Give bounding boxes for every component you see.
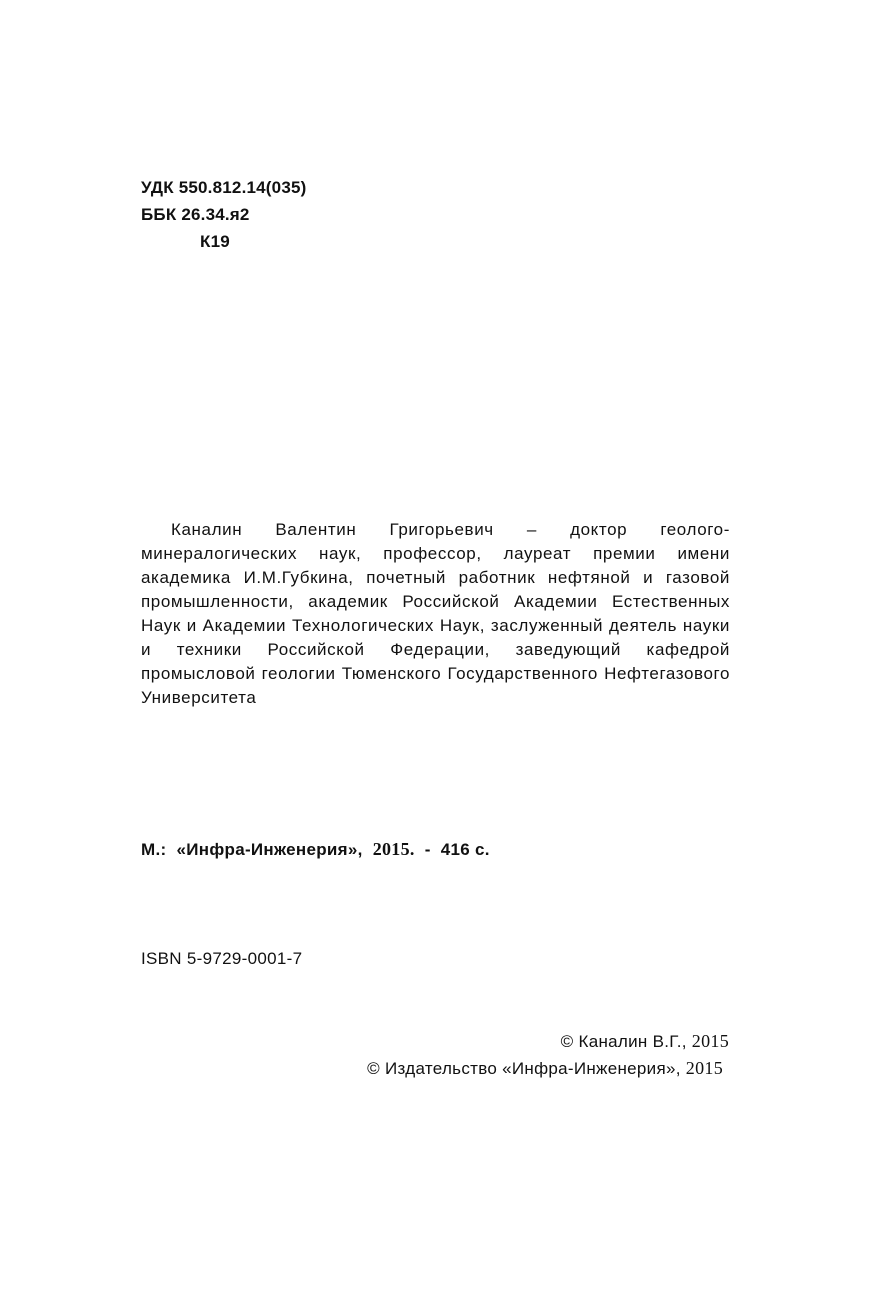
copyright-author-text: © Каналин В.Г., — [560, 1032, 687, 1051]
copyright-author — [367, 1028, 729, 1055]
classification-block — [141, 174, 307, 255]
imprint-pages: 416 с. — [440, 840, 490, 859]
udk-code: УДК 550.812.14(035) — [141, 178, 307, 197]
copyright-block — [367, 1028, 729, 1082]
bbk-code: ББК 26.34.я2 — [141, 205, 250, 224]
copyright-publisher-year: 2015 — [685, 1058, 723, 1078]
imprint-city: М.: — [141, 840, 167, 859]
copyright-publisher-text: © Издательство «Инфра-Инженерия», — [367, 1059, 681, 1078]
imprint-year: 2015. — [372, 839, 415, 859]
imprint-dash: - — [424, 840, 431, 859]
copyright-author-year: 2015 — [691, 1031, 729, 1051]
imprint-line — [141, 837, 490, 862]
isbn: ISBN 5-9729-0001-7 — [141, 949, 303, 968]
copyright-publisher — [367, 1055, 729, 1082]
author-bio: Каналин Валентин Григорьевич – доктор геолого-минералогических наук, профессор, лауреат премии имени академика И.М.Губкина, почетный работник нефтяной и газовой промышленности, академик Российской Академии Естественных Наук и Академии Технологических Наук, заслуженный деятель науки и техники Российской Федерации, заведующий кафедрой промысловой геологии Тюменского Государственного Нефтегазового Университета — [141, 520, 730, 707]
imprint-publisher: «Инфра-Инженерия», — [176, 840, 363, 859]
author-mark: К19 — [200, 232, 230, 251]
